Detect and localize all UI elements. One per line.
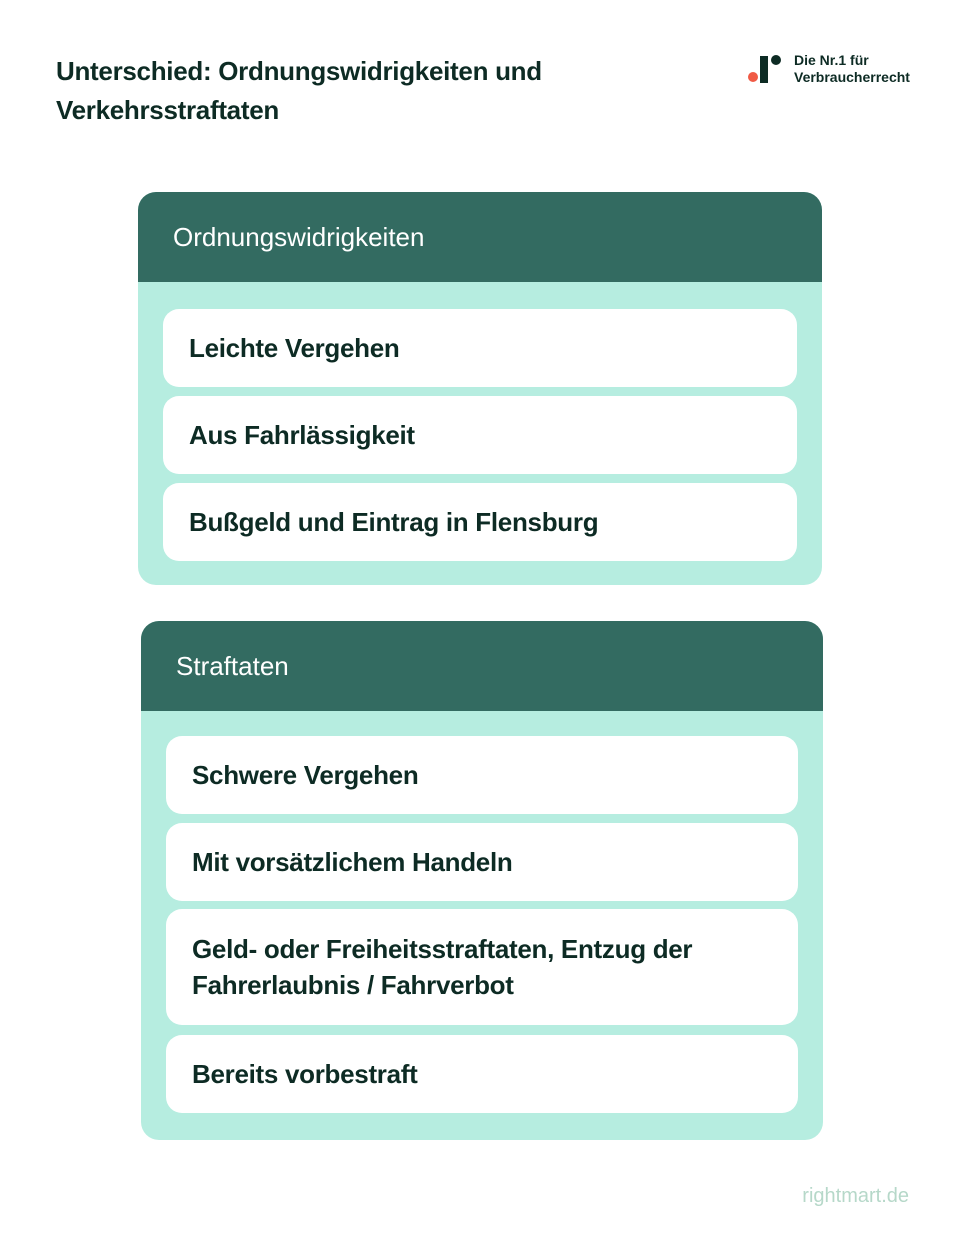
- section-heading: Straftaten: [141, 621, 823, 711]
- section-straftaten: [141, 621, 823, 1140]
- logo-dot-icon: [771, 55, 781, 65]
- footer-watermark: rightmart.de: [802, 1185, 909, 1207]
- section-heading: Ordnungswidrigkeiten: [138, 192, 822, 282]
- list-item: Leichte Vergehen: [163, 309, 797, 387]
- page-title: Unterschied: Ordnungswidrigkeiten und Verkehrsstraftaten: [56, 56, 542, 125]
- logo-bar-icon: [760, 56, 768, 83]
- list-item: Mit vorsätzlichem Handeln: [166, 823, 798, 901]
- logo-line1: Die Nr.1 für: [794, 52, 869, 68]
- list-item: Aus Fahrlässigkeit: [163, 396, 797, 474]
- logo-line2: Verbraucherrecht: [794, 69, 910, 85]
- logo-red-dot-icon: [748, 72, 758, 82]
- list-item: Bereits vorbestraft: [166, 1035, 798, 1113]
- list-item: Bußgeld und Eintrag in Flensburg: [163, 483, 797, 561]
- section-ordnungswidrigkeiten: [138, 192, 822, 585]
- list-item: Geld- oder Freiheitsstraftaten, Entzug der Fahrerlaubnis / Fahrverbot: [166, 909, 798, 1025]
- list-item: Schwere Vergehen: [166, 736, 798, 814]
